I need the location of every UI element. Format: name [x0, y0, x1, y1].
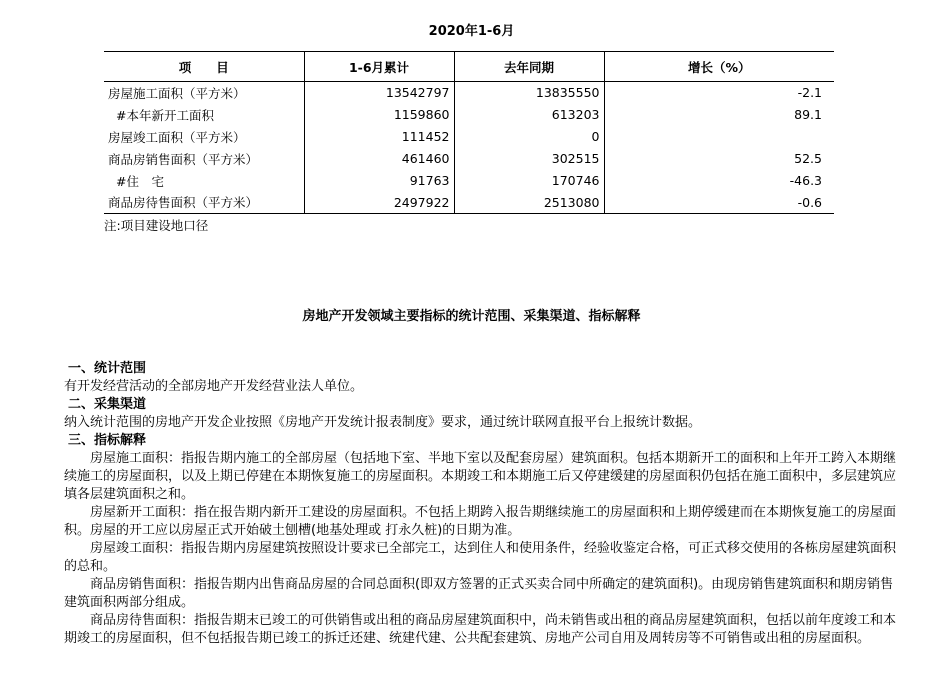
row-cumulative: 2497922 [304, 192, 454, 214]
definition-sales-area: 商品房销售面积：指报告期内出售商品房屋的合同总面积(即双方签署的正式买卖合同中所确定的建筑面积)。由现房销售建筑面积和期房销售建筑面积两部分组成。 [64, 577, 894, 610]
row-item: #本年新开工面积 [116, 107, 214, 123]
row-last-year: 302515 [454, 148, 604, 170]
definition-construction-area: 房屋施工面积：指报告期内施工的全部房屋（包括地下室、半地下室以及配套房屋）建筑面积。包括本期新开工的面积和上年开工跨入本期继续施工的房屋面积，以及上期已停建在本期恢复施工的房屋面积。本期竣工和本期施工后又停建缓建的房屋面积仍包括在施工面积中，多层建筑应填各层建筑面积之和。 [64, 451, 897, 502]
row-growth [604, 126, 834, 148]
header-growth: 增长（%） [604, 52, 834, 82]
row-growth: -0.6 [604, 192, 834, 214]
row-cumulative: 13542797 [304, 82, 454, 104]
table-row [104, 192, 834, 214]
section-heading-definitions: 三、指标解释 [68, 433, 147, 448]
row-last-year: 0 [454, 126, 604, 148]
row-last-year: 13835550 [454, 82, 604, 104]
table-header-row [104, 52, 834, 82]
row-item: #住 宅 [116, 173, 164, 189]
header-cumulative: 1-6月累计 [304, 52, 454, 82]
table-note: 注:项目建设地口径 [104, 218, 209, 233]
header-last-year: 去年同期 [454, 52, 604, 82]
row-last-year: 613203 [454, 104, 604, 126]
definition-new-construction: 房屋新开工面积：指在报告期内新开工建设的房屋面积。不包括上期跨入报告期继续施工的房屋面积和上期停缓建而在本期恢复施工的房屋面积。房屋的开工应以房屋正式开始破土刨槽(地基处理或 打永久桩)的日期为准。 [64, 505, 897, 538]
table-period-title: 2020年1-6月 [428, 24, 515, 39]
table-row [104, 104, 834, 126]
row-last-year: 170746 [454, 170, 604, 192]
row-item: 房屋施工面积（平方米） [108, 85, 246, 101]
table-row [104, 170, 834, 192]
explanation-title: 房地产开发领域主要指标的统计范围、采集渠道、指标解释 [302, 309, 641, 324]
row-item: 房屋竣工面积（平方米） [108, 129, 246, 145]
row-growth: -2.1 [604, 82, 834, 104]
statistics-table [104, 51, 834, 214]
row-growth: 52.5 [604, 148, 834, 170]
table-row [104, 82, 834, 104]
row-item: 商品房待售面积（平方米） [104, 192, 304, 214]
row-growth: -46.3 [604, 170, 834, 192]
header-item: 项 目 [104, 52, 304, 82]
row-cumulative: 91763 [304, 170, 454, 192]
table-row [104, 126, 834, 148]
row-last-year: 2513080 [454, 192, 604, 214]
row-cumulative: 461460 [304, 148, 454, 170]
table-row [104, 148, 834, 170]
section-heading-scope: 一、统计范围 [68, 361, 147, 376]
row-cumulative: 1159860 [304, 104, 454, 126]
row-growth: 89.1 [604, 104, 834, 126]
explanation-body [64, 360, 904, 648]
section-text-scope: 有开发经营活动的全部房地产开发经营业法人单位。 [64, 379, 364, 394]
definition-unsold-area: 商品房待售面积：指报告期末已竣工的可供销售或出租的商品房屋建筑面积中，尚未销售或出租的商品房屋建筑面积，包括以前年度竣工和本期竣工的房屋面积，但不包括报告期已竣工的拆迁还建、统建代建、公共配套建筑、房地产公司自用及周转房等不可销售或出租的房屋面积。 [64, 613, 897, 646]
row-cumulative: 111452 [304, 126, 454, 148]
row-item: 商品房销售面积（平方米） [108, 151, 259, 167]
section-text-channel: 纳入统计范围的房地产开发企业按照《房地产开发统计报表制度》要求，通过统计联网直报平台上报统计数据。 [64, 415, 702, 430]
definition-completed-area: 房屋竣工面积：指报告期内房屋建筑按照设计要求已全部完工，达到住人和使用条件，经验收鉴定合格，可正式移交使用的各栋房屋建筑面积的总和。 [64, 541, 897, 574]
section-heading-channel: 二、采集渠道 [68, 397, 147, 412]
